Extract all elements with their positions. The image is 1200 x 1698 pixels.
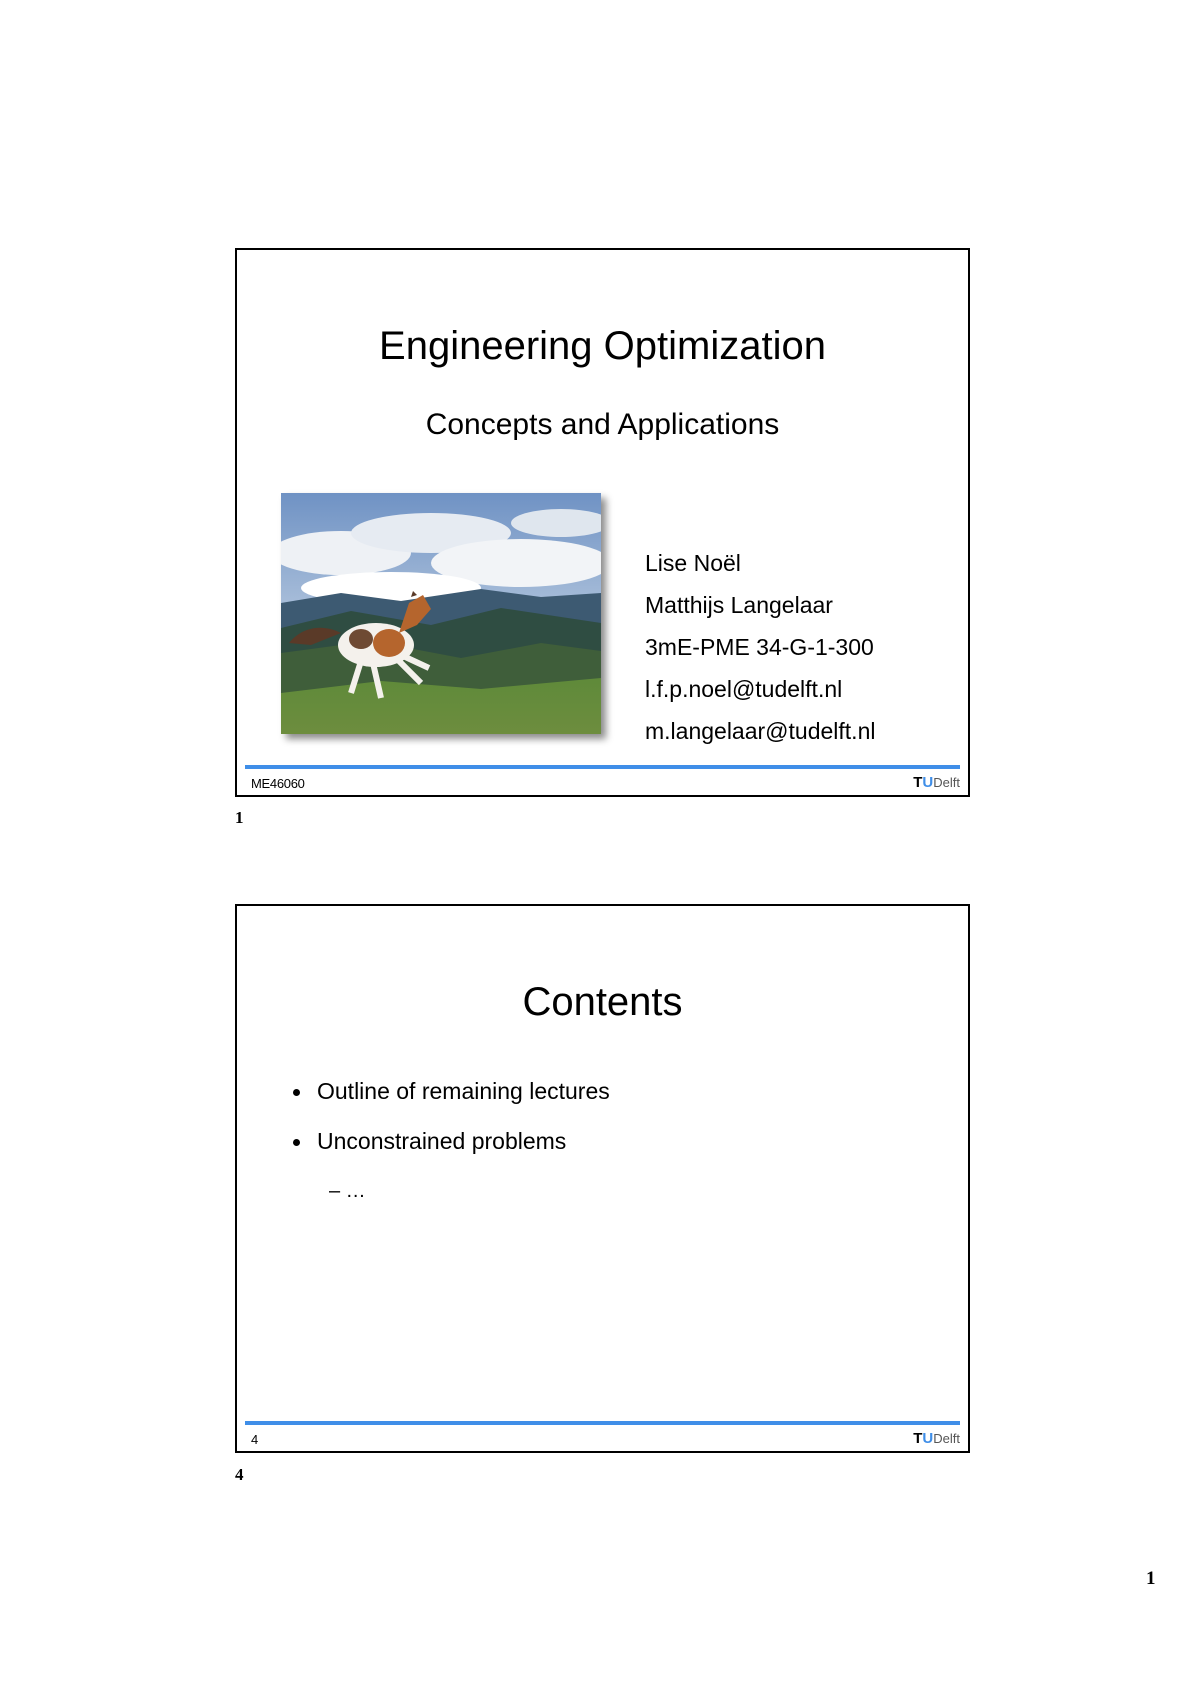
bullet-item: Unconstrained problems [293,1116,610,1166]
slide-subtitle: Concepts and Applications [425,408,780,441]
bullet-item: Outline of remaining lectures [293,1066,610,1116]
logo-u: U [922,774,934,791]
logo-delft: Delft [933,1431,960,1446]
email-link[interactable]: m.langelaar@tudelft.nl [645,718,876,744]
slide-footer-number: 4 [251,1432,258,1447]
office-location: 3mE-PME 34-G-1-300 [645,634,874,660]
author-name: Matthijs Langelaar [645,592,833,618]
tudelft-logo [913,773,960,793]
page-number: 1 [1146,1568,1156,1589]
slide-1 [235,248,970,797]
sub-bullet-item: – … [329,1180,366,1202]
footer-divider [245,765,960,769]
footer-divider [245,1421,960,1425]
contact-info [645,542,875,752]
slide-number: 1 [235,808,244,827]
slide-title: Engineering Optimization [379,324,826,368]
logo-tu: T [913,774,923,791]
logo-u: U [922,1430,934,1447]
bullet-list [293,1066,610,1216]
course-code: ME46060 [251,776,305,791]
slide-number: 4 [235,1465,244,1484]
logo-delft: Delft [933,775,960,790]
tudelft-logo [913,1429,960,1449]
email-link[interactable]: l.f.p.noel@tudelft.nl [645,676,843,702]
slide-2 [235,904,970,1453]
author-name: Lise Noël [645,550,741,576]
horse-photo [281,493,601,734]
logo-tu: T [913,1430,923,1447]
slide-title: Contents [522,980,683,1024]
